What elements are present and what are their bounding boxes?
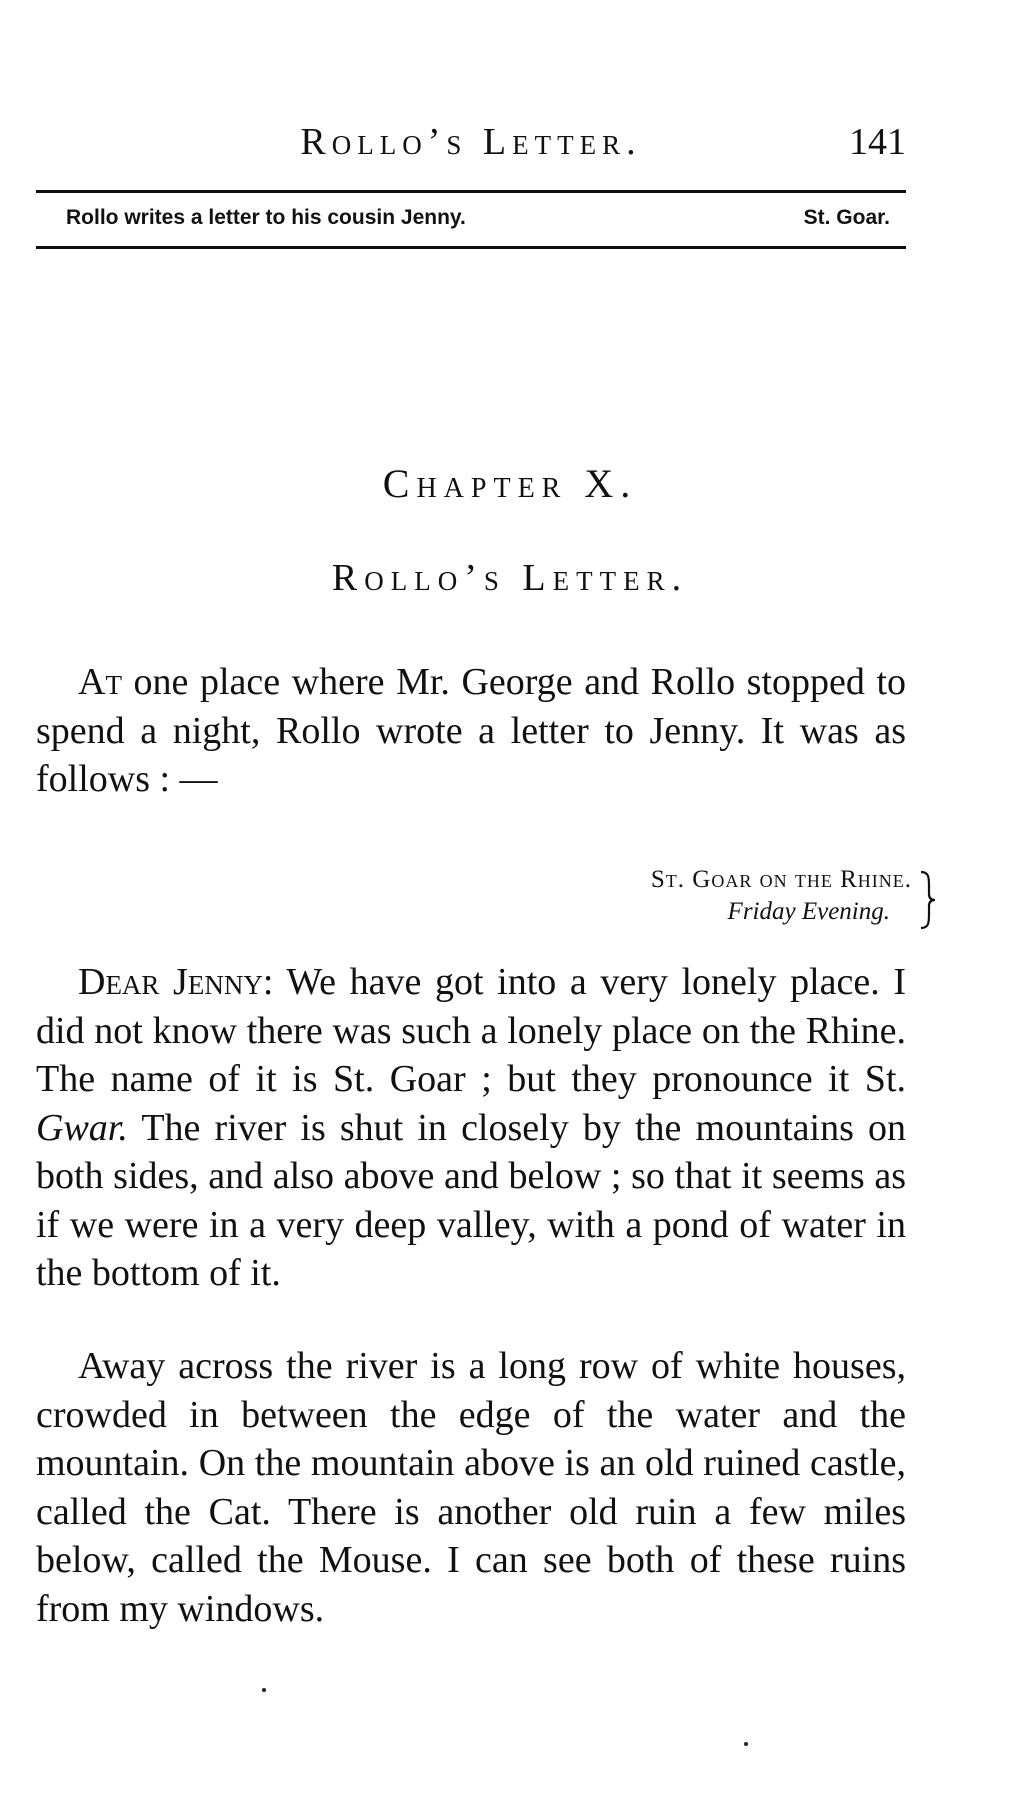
paragraph-intro	[36, 658, 906, 804]
salutation-punct: :	[262, 961, 274, 1003]
paragraph-lead-word: At	[78, 661, 122, 703]
headline-place: St. Goar.	[803, 206, 890, 229]
dateline-brace-icon	[917, 868, 941, 932]
letter-dateline	[651, 864, 912, 928]
paragraph-letter-1-italic: Gwar.	[36, 1106, 128, 1149]
ink-speck	[744, 1742, 748, 1746]
page-number: 141	[849, 121, 906, 163]
paragraph-letter-2: Away across the river is a long row of white houses, crowded in between the edge of the water and the mountain. On the mountain above is an old ruined castle, called the Cat. There is another old ruin a few miles below, called the Mouse. I can see both of these ruins from my windows.	[36, 1345, 906, 1630]
running-head	[36, 120, 906, 170]
dateline-place: St. Goar on the Rhine.	[650, 866, 912, 893]
ink-speck	[262, 1688, 266, 1692]
header-rule-top	[36, 190, 906, 193]
paragraph-letter-1-text-a: We have got into a very lonely place. I did not know there was such a lonely place on the Rhine. The name of it is St. Goar ; but they pronounce it St.	[36, 961, 907, 1100]
chapter-title: Rollo’s Letter.	[331, 557, 689, 599]
paragraph-letter-1-text-b: The river is shut in closely by the mountains on both sides, and also above and below ; so that it seems as if we were in a very deep valley, with a pond of water in the bottom of it.	[36, 1106, 906, 1294]
letter-salutation: Dear Jenny	[78, 961, 263, 1003]
header-rule-bottom	[36, 246, 906, 249]
dateline-day: Friday Evening.	[727, 898, 890, 925]
headline-summary: Rollo writes a letter to his cousin Jenny.	[66, 206, 466, 229]
paragraph-intro-text: one place where Mr. George and Rollo stopped to spend a night, Rollo wrote a letter to Jenny. It was as follows : —	[36, 661, 906, 800]
page-headline	[36, 202, 906, 238]
chapter-number: Chapter X.	[382, 461, 638, 506]
running-title: Rollo’s Letter.	[300, 121, 642, 163]
paragraph-letter-1	[36, 958, 906, 1298]
